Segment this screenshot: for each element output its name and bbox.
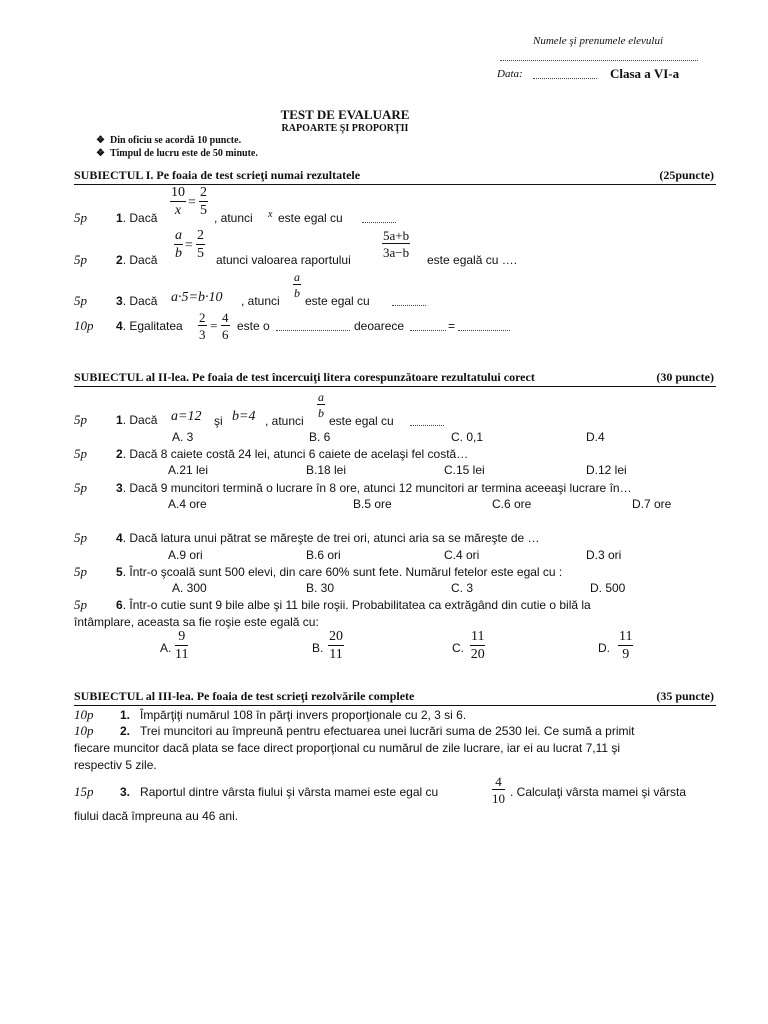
points-label: 5p — [74, 480, 87, 495]
question-2-2 — [116, 447, 468, 461]
fraction — [199, 186, 208, 218]
fraction-numerator: 11 — [619, 629, 633, 644]
question-text: este egal cu — [305, 294, 370, 308]
fraction — [175, 630, 188, 662]
section-1-points: (25puncte) — [659, 168, 714, 182]
question-number: 3 — [116, 294, 123, 308]
question-number: 6 — [116, 598, 123, 612]
question-text: . Egalitatea — [122, 319, 183, 333]
points-label: 10p — [74, 707, 94, 722]
question-text: , atunci — [265, 414, 304, 428]
date-blank[interactable] — [533, 78, 597, 79]
question-2-1 — [116, 413, 157, 427]
question-text: . Într-o şcoală sunt 500 elevi, din care 60% sunt fete. Numărul fetelor este egal cu : — [122, 565, 563, 579]
question-2-4 — [116, 531, 540, 545]
fraction-numerator: a — [175, 228, 182, 243]
test-subtitle: RAPOARTE ŞI PROPORŢII — [281, 123, 409, 134]
diamond-bullet-icon: ❖ — [96, 135, 105, 146]
question-text: . Dacă 9 muncitori termină o lucrare în 8 ore, atunci 12 muncitori ar termina aceeaşi lucrare în… — [122, 481, 632, 495]
fraction — [328, 630, 344, 662]
fraction — [174, 229, 183, 261]
fraction-denominator: 5 — [197, 246, 204, 261]
fraction-numerator: 5a+b — [383, 228, 410, 243]
note-row — [96, 148, 258, 159]
question-number: 4 — [116, 319, 123, 333]
points-label: 5p — [74, 252, 87, 267]
section-1-heading — [74, 168, 716, 185]
answer-option[interactable]: A.21 lei — [168, 463, 209, 477]
answer-option[interactable]: B. 30 — [306, 581, 335, 595]
fraction-numerator: a — [294, 270, 300, 284]
option-label: C. — [452, 641, 464, 655]
date-label: Data: — [497, 68, 523, 80]
note-text: Din oficiu se acordă 10 puncte. — [109, 135, 242, 146]
answer-blank[interactable] — [392, 305, 426, 306]
question-1-1 — [116, 211, 157, 225]
answer-option[interactable]: A.9 ori — [168, 548, 203, 562]
fraction-denominator: b — [175, 246, 182, 261]
fraction-numerator: a — [318, 390, 324, 404]
points-label: 5p — [74, 412, 87, 427]
question-text: Raportul dintre vârsta fiului şi vârsta mamei este egal cu — [140, 785, 439, 799]
question-text: . Dacă — [122, 294, 158, 308]
fraction-denominator: 6 — [222, 327, 229, 342]
diamond-bullet-icon: ❖ — [96, 148, 105, 159]
equals-sign: = — [188, 195, 196, 210]
fraction-numerator: 10 — [171, 185, 185, 200]
points-label: 5p — [74, 597, 87, 612]
fraction-denominator: 3a−b — [383, 245, 410, 260]
section-3-heading — [74, 689, 716, 706]
question-text: , atunci — [241, 294, 280, 308]
variable-x: x — [268, 209, 273, 220]
answer-option[interactable]: D.3 ori — [586, 548, 622, 562]
question-1-4 — [116, 319, 183, 333]
question-2-5 — [116, 565, 562, 579]
points-label: 10p — [74, 318, 94, 333]
fraction-denominator: 10 — [492, 791, 505, 806]
fraction — [470, 630, 485, 662]
answer-option[interactable]: B. 6 — [309, 430, 331, 444]
student-name-blank[interactable] — [500, 60, 698, 61]
answer-blank[interactable] — [410, 330, 446, 331]
answer-option[interactable]: B.18 lei — [306, 463, 347, 477]
section-2-title: SUBIECTUL al II-lea. Pe foaia de test încercuiţi litera corespunzătoare rezultatului corect — [74, 370, 535, 384]
fraction — [382, 229, 410, 259]
question-text: Trei muncitori au împreună pentru efectuarea unei lucrări suma de 2530 lei. Ce sumă a primit — [140, 724, 635, 738]
question-text: respectiv 5 zile. — [74, 758, 157, 772]
answer-option[interactable]: B.5 ore — [353, 497, 392, 511]
math-expression: a=12 — [171, 409, 202, 424]
answer-option[interactable]: C. 0,1 — [451, 430, 484, 444]
answer-option[interactable]: D.4 — [586, 430, 605, 444]
answer-option[interactable] — [160, 641, 171, 655]
fraction-numerator: 2 — [197, 228, 204, 243]
question-number: 2 — [116, 253, 123, 267]
answer-blank[interactable] — [410, 425, 444, 426]
fraction — [198, 311, 207, 341]
question-text: este egală cu …. — [427, 253, 518, 267]
equals-sign: = — [210, 318, 218, 333]
answer-option[interactable]: A.4 ore — [168, 497, 207, 511]
question-text: . Calculaţi vârsta mamei şi vârsta — [510, 785, 687, 799]
answer-option[interactable]: C.6 ore — [492, 497, 532, 511]
fraction-numerator: 9 — [175, 630, 188, 646]
question-number: 2 — [116, 447, 123, 461]
fraction-numerator: 11 — [471, 629, 485, 644]
points-label: 15p — [74, 784, 94, 799]
option-label: D. — [598, 641, 610, 655]
question-1-3 — [116, 294, 157, 308]
points-label: 5p — [74, 530, 87, 545]
fraction-denominator: b — [318, 406, 324, 420]
fraction-numerator: 2 — [199, 310, 206, 325]
question-number: 3. — [120, 785, 131, 799]
question-3-1 — [120, 708, 466, 722]
question-text: Împărţiţi numărul 108 în părţi invers proporţionale cu 2, 3 si 6. — [140, 708, 467, 722]
question-text: . Într-o cutie sunt 9 bile albe şi 11 bile roşii. Probabilitatea ca extrăgând din cutie o bilă la — [122, 598, 591, 612]
fraction — [196, 229, 205, 261]
answer-blank[interactable] — [276, 330, 350, 331]
fraction — [293, 271, 301, 299]
question-text: . Dacă — [122, 413, 158, 427]
points-label: 10p — [74, 723, 94, 738]
answer-option[interactable] — [312, 641, 323, 655]
fraction-numerator: 4 — [492, 775, 505, 790]
question-2-6 — [116, 598, 591, 612]
fraction-denominator: 20 — [470, 647, 485, 662]
fraction-denominator: b — [294, 286, 300, 300]
question-number: 3 — [116, 481, 123, 495]
question-2-3 — [116, 481, 632, 495]
answer-option[interactable]: D. 500 — [590, 581, 626, 595]
fraction — [170, 186, 186, 218]
question-text: deoarece — [354, 319, 405, 333]
question-text: este o — [237, 319, 270, 333]
answer-option[interactable]: C.4 ori — [444, 548, 480, 562]
test-title: TEST DE EVALUARE — [280, 107, 410, 122]
question-number: 2. — [120, 724, 131, 738]
section-3-points: (35 puncte) — [656, 689, 714, 703]
fraction — [317, 391, 325, 419]
question-text: atunci valoarea raportului — [216, 253, 351, 267]
question-text: , atunci — [214, 211, 253, 225]
question-text: . Dacă 8 caiete costă 24 lei, atunci 6 caiete de acelaşi fel costă… — [122, 447, 469, 461]
section-3-title: SUBIECTUL al III-lea. Pe foaia de test scrieţi rezolvările complete — [74, 689, 415, 703]
section-1-title: SUBIECTUL I. Pe foaia de test scrieţi numai rezultatele — [74, 168, 361, 182]
fraction-denominator: 3 — [199, 327, 206, 342]
fraction-denominator: 5 — [200, 203, 207, 218]
student-name-label: Numele şi prenumele elevului — [533, 35, 664, 47]
equals-sign: = — [185, 238, 193, 253]
class-label: Clasa a VI-a — [610, 66, 680, 81]
option-label: B. — [312, 641, 324, 655]
question-text: . Dacă — [122, 253, 158, 267]
points-label: 5p — [74, 564, 87, 579]
question-number: 1 — [116, 211, 123, 225]
question-text: . Dacă — [122, 211, 158, 225]
question-text: fiecare muncitor dacă plata se face direct proporţional cu numărul de zile lucrare, iar ei au lucrat 7,11 şi — [74, 741, 621, 755]
note-text: Timpul de lucru este de 50 minute. — [109, 148, 258, 159]
question-text: fiului dacă împreuna au 46 ani. — [74, 809, 239, 823]
section-2-heading — [74, 370, 716, 387]
fraction — [221, 311, 230, 341]
fraction-numerator: 4 — [222, 310, 229, 325]
answer-blank[interactable] — [362, 222, 396, 223]
fraction-denominator: 9 — [622, 647, 630, 662]
math-expression: a·5=b·10 — [171, 290, 223, 305]
answer-option[interactable] — [598, 641, 610, 655]
points-label: 5p — [74, 210, 87, 225]
option-label: A. — [160, 641, 172, 655]
question-text: este egal cu — [278, 211, 343, 225]
fraction — [618, 630, 633, 662]
answer-option[interactable] — [452, 641, 464, 655]
answer-option[interactable]: C.15 lei — [444, 463, 485, 477]
points-label: 5p — [74, 446, 87, 461]
question-number: 1 — [116, 413, 123, 427]
answer-option[interactable]: C. 3 — [451, 581, 474, 595]
question-text: este egal cu — [329, 414, 394, 428]
fraction-denominator: 11 — [175, 647, 189, 662]
math-expression: b=4 — [232, 409, 256, 424]
answer-option[interactable]: D.7 ore — [632, 497, 672, 511]
answer-option[interactable]: A. 300 — [172, 581, 207, 595]
fraction-numerator: 2 — [200, 185, 207, 200]
section-2-points: (30 puncte) — [656, 370, 714, 384]
points-label: 5p — [74, 293, 87, 308]
fraction-numerator: 20 — [329, 629, 343, 644]
question-3-3 — [120, 785, 438, 799]
answer-option[interactable]: A. 3 — [172, 430, 194, 444]
fraction-denominator: 11 — [329, 647, 343, 662]
question-text: . Dacă latura unui pătrat se măreşte de trei ori, atunci aria sa se măreşte de … — [122, 531, 540, 545]
question-number: 4 — [116, 531, 123, 545]
question-number: 1. — [120, 708, 131, 722]
question-3-2 — [120, 724, 635, 738]
equals-sign: = — [448, 319, 456, 333]
answer-option[interactable]: D.12 lei — [586, 463, 627, 477]
answer-option[interactable]: B.6 ori — [306, 548, 341, 562]
fraction — [492, 775, 505, 805]
question-1-2 — [116, 253, 157, 267]
answer-blank[interactable] — [458, 330, 510, 331]
note-row — [96, 135, 241, 146]
question-text: şi — [214, 414, 223, 428]
question-number: 5 — [116, 565, 123, 579]
fraction-denominator: x — [174, 203, 182, 218]
question-text: întâmplare, aceasta sa fie roşie este egală cu: — [74, 615, 319, 629]
